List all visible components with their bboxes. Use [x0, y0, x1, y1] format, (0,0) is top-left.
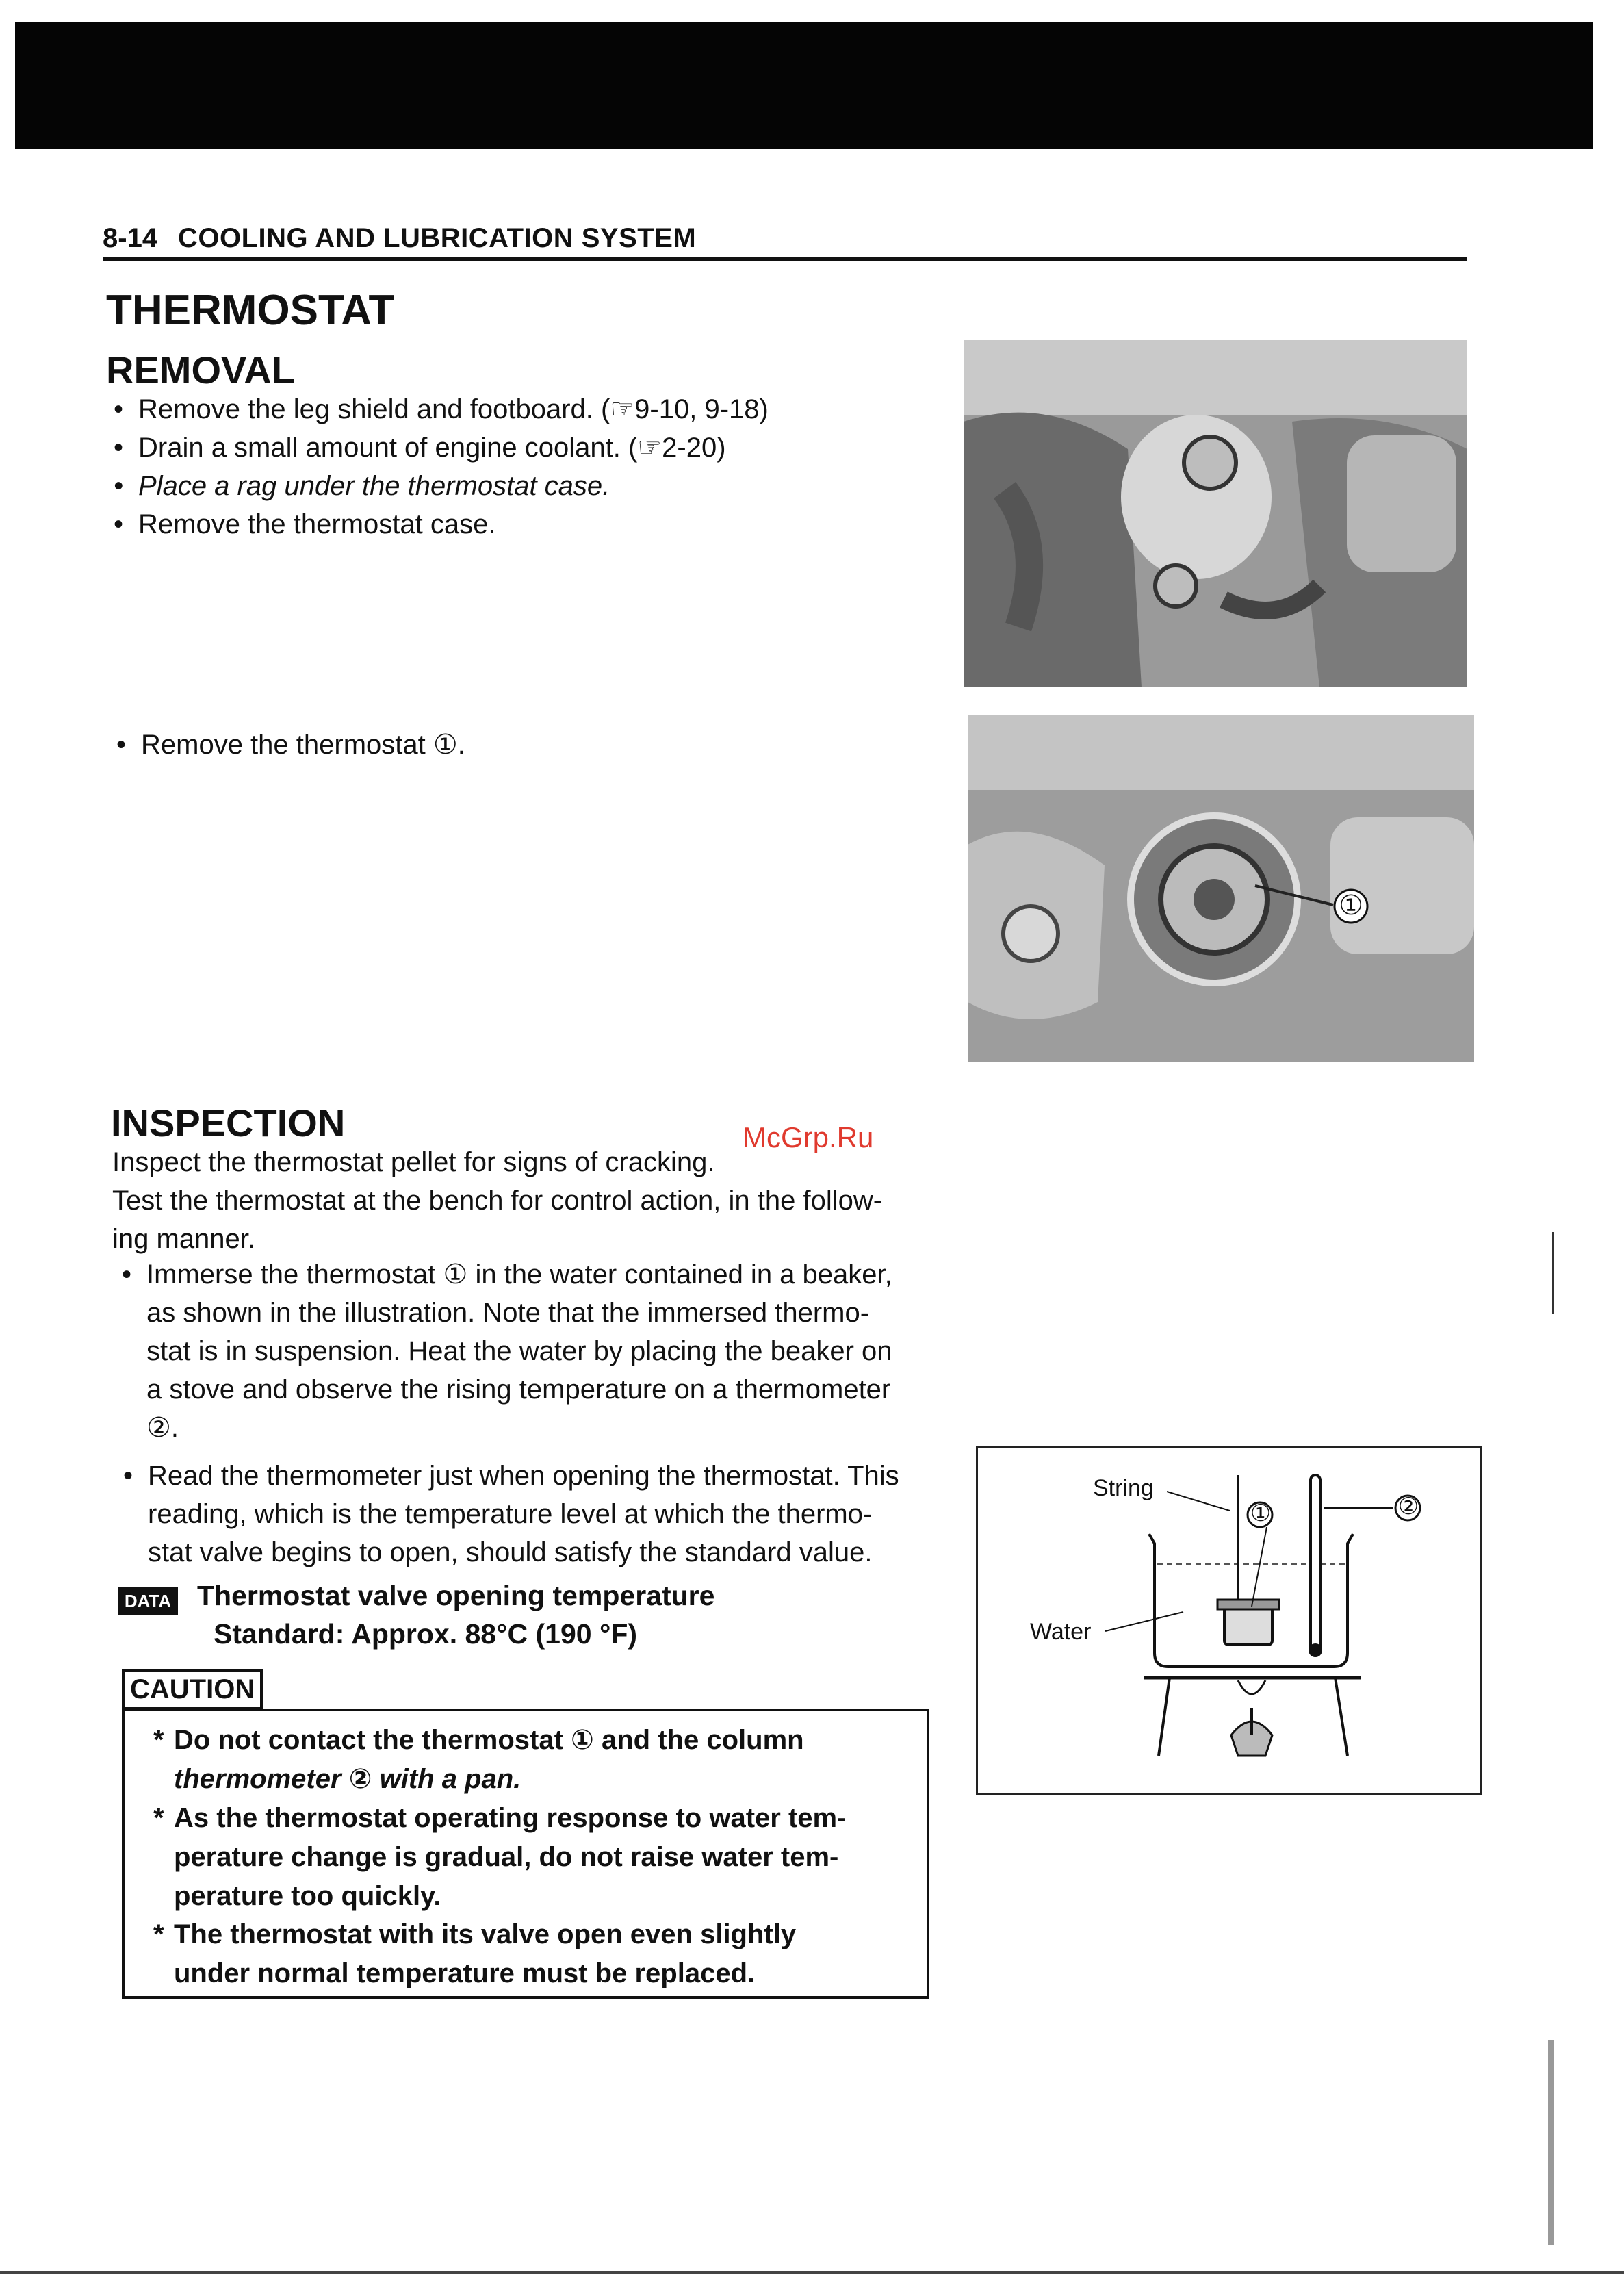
string-label: String	[1093, 1475, 1154, 1501]
caution-item-2: * As the thermostat operating response to water tem- perature change is gradual, do not raise water tem- perature too quickly.	[153, 1803, 847, 1911]
watermark: McGrp.Ru	[743, 1121, 874, 1153]
water-label: Water	[1030, 1619, 1092, 1645]
removal-step-4: • Remove the thermostat case.	[114, 509, 496, 539]
spec-value: Standard: Approx. 88°C (190 °F)	[214, 1618, 638, 1650]
spec-label: Thermostat valve opening temperature	[197, 1580, 715, 1611]
caution-box	[122, 1708, 929, 1999]
removal-heading: REMOVAL	[106, 348, 295, 392]
thermostat-case-photo	[964, 340, 1467, 687]
removal-step-5: • Remove the thermostat ①.	[116, 730, 465, 760]
caution-item-1: * Do not contact the thermostat ① and the column thermometer ② with a pan.	[153, 1725, 804, 1794]
beaker-illustration	[976, 1446, 1482, 1795]
inspection-heading: INSPECTION	[111, 1101, 346, 1144]
page-header	[103, 218, 1467, 261]
scan-top-bar	[15, 22, 1593, 149]
section-title: COOLING AND LUBRICATION SYSTEM	[178, 223, 697, 253]
caution-tag: CAUTION	[122, 1669, 263, 1710]
removal-step-3: • Place a rag under the thermostat case.	[114, 471, 610, 501]
page-number: 8-14	[103, 223, 158, 253]
inspection-line-2a: Test the thermostat at the bench for control action, in the follow-	[112, 1186, 883, 1216]
figure-callout-1: ①	[1250, 1500, 1272, 1526]
inspection-line-2b: ing manner.	[112, 1224, 256, 1254]
caution-item-3: * The thermostat with its valve open even slightly under normal temperature must be replaced.	[153, 1919, 797, 1988]
figure-callout-2: ②	[1397, 1494, 1419, 1520]
thermostat-photo	[968, 715, 1474, 1062]
removal-step-2: • Drain a small amount of engine coolant. (☞2-20)	[114, 433, 726, 463]
scan-artifact	[0, 2271, 1624, 2274]
photo-callout-1: ①	[1339, 891, 1363, 921]
data-icon: DATA	[118, 1587, 178, 1615]
scan-artifact	[1552, 1232, 1554, 1314]
removal-step-1: • Remove the leg shield and footboard. (☞9-10, 9-18)	[114, 394, 769, 424]
inspection-bullet-1: • Immerse the thermostat ① in the water contained in a beaker, as shown in the illustration. Note that the immersed thermo- stat is in suspension. Heat the water by placing the beaker on a stove and observe the rising temperature on a thermometer ②.	[122, 1259, 892, 1443]
scan-artifact	[1548, 2040, 1554, 2245]
inspection-line-1: Inspect the thermostat pellet for signs of cracking.	[112, 1147, 715, 1177]
page-title: THERMOSTAT	[106, 287, 395, 334]
inspection-bullet-2: • Read the thermometer just when opening the thermostat. This reading, which is the temperature level at which the thermo- stat valve begins to open, should satisfy the standard value.	[123, 1461, 899, 1567]
